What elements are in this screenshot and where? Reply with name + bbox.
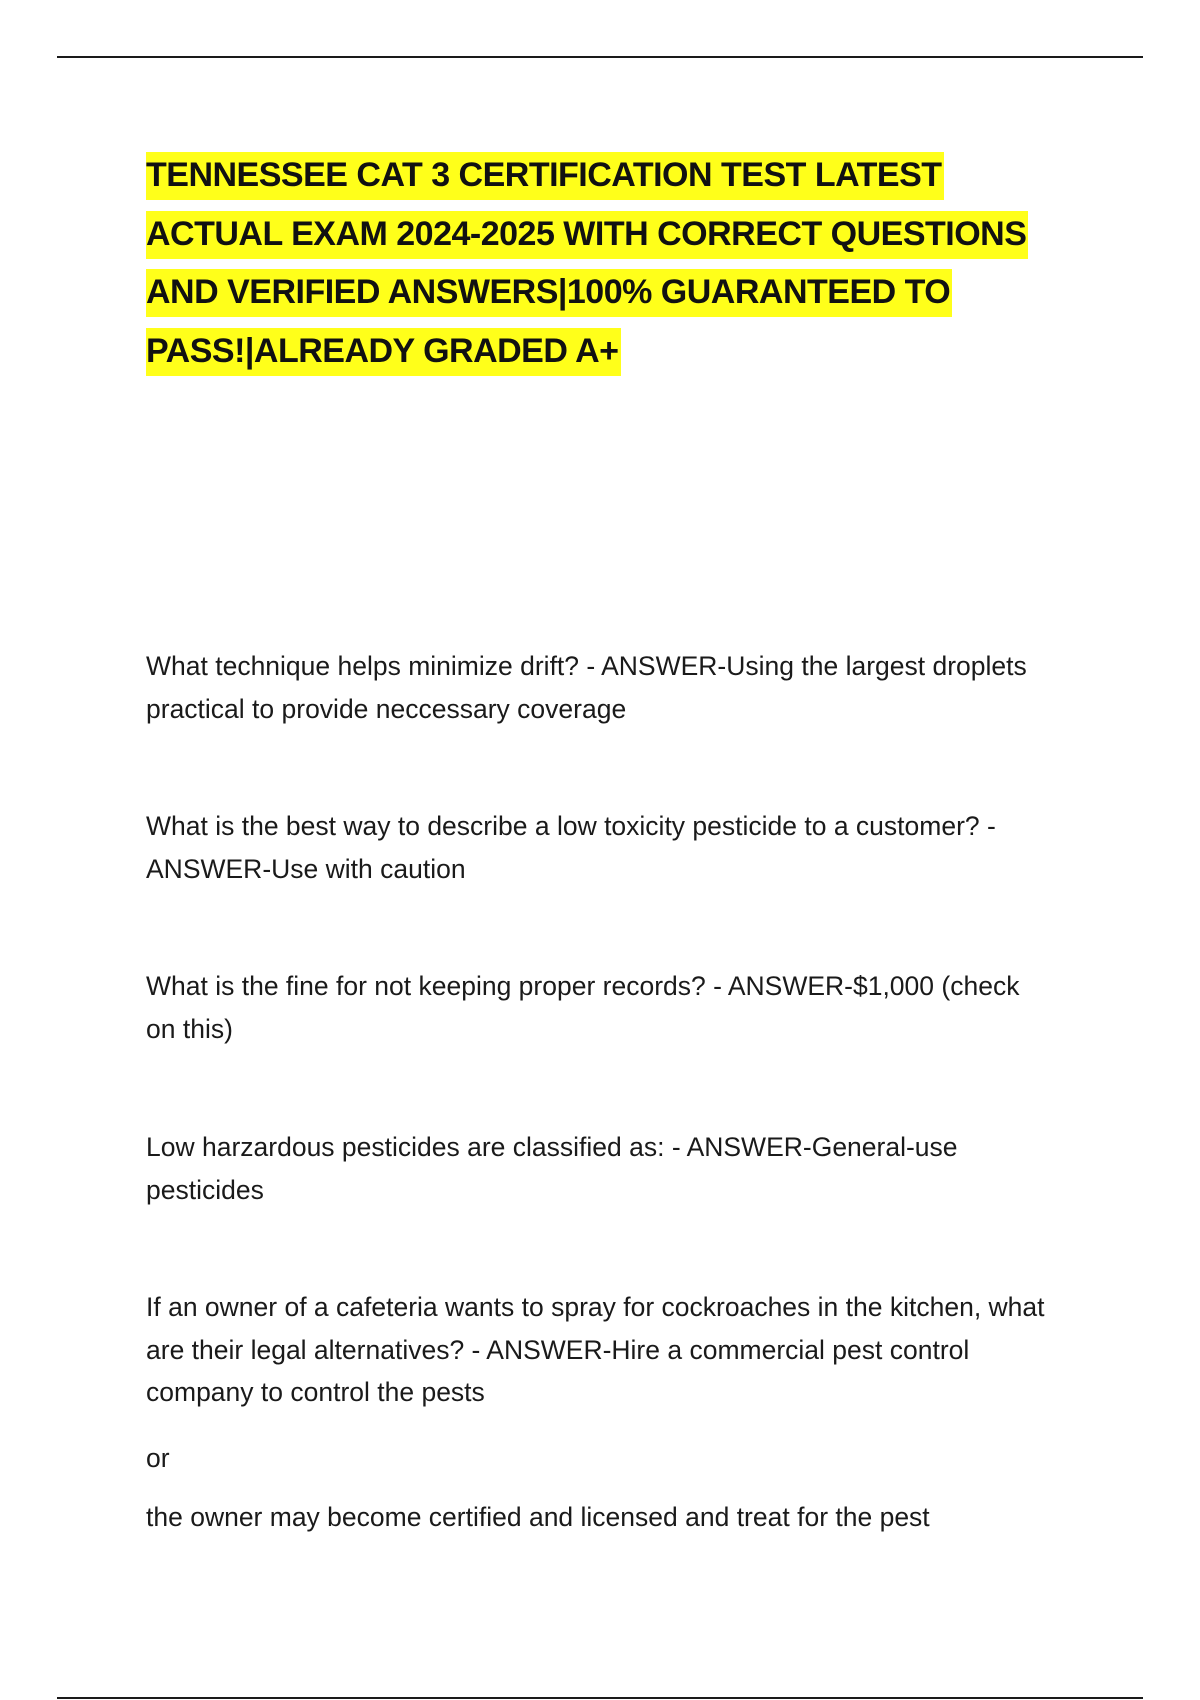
document-title [146,146,1046,380]
qa-item-cafeteria: If an owner of a cafeteria wants to spray for cockroaches in the kitchen, what are their legal alternatives? - ANSWER-Hire a commercial pest control company to control the pests [146,1292,1045,1407]
title-highlight: TENNESSEE CAT 3 CERTIFICATION TEST LATEST ACTUAL EXAM 2024-2025 WITH CORRECT QUESTIONS AND VERIFIED ANSWERS|100% GUARANTEED TO PASS!|ALREADY GRADED A+ [146,152,1028,376]
bottom-divider [57,1697,1143,1699]
qa-item-low-hazard: Low harzardous pesticides are classified as: - ANSWER-General-use pesticides [146,1132,958,1205]
qa-item-records-fine: What is the fine for not keeping proper records? - ANSWER-$1,000 (check on this) [146,971,1020,1044]
qa-item-drift: What technique helps minimize drift? - ANSWER-Using the largest droplets practical to provide neccessary coverage [146,651,1027,724]
qa-item-cafeteria-or: or [146,1443,170,1473]
top-divider [57,56,1143,58]
qa-item-low-toxicity: What is the best way to describe a low toxicity pesticide to a customer? - ANSWER-Use with caution [146,811,996,884]
qa-item-cafeteria-alternative: the owner may become certified and licensed and treat for the pest [146,1502,930,1532]
